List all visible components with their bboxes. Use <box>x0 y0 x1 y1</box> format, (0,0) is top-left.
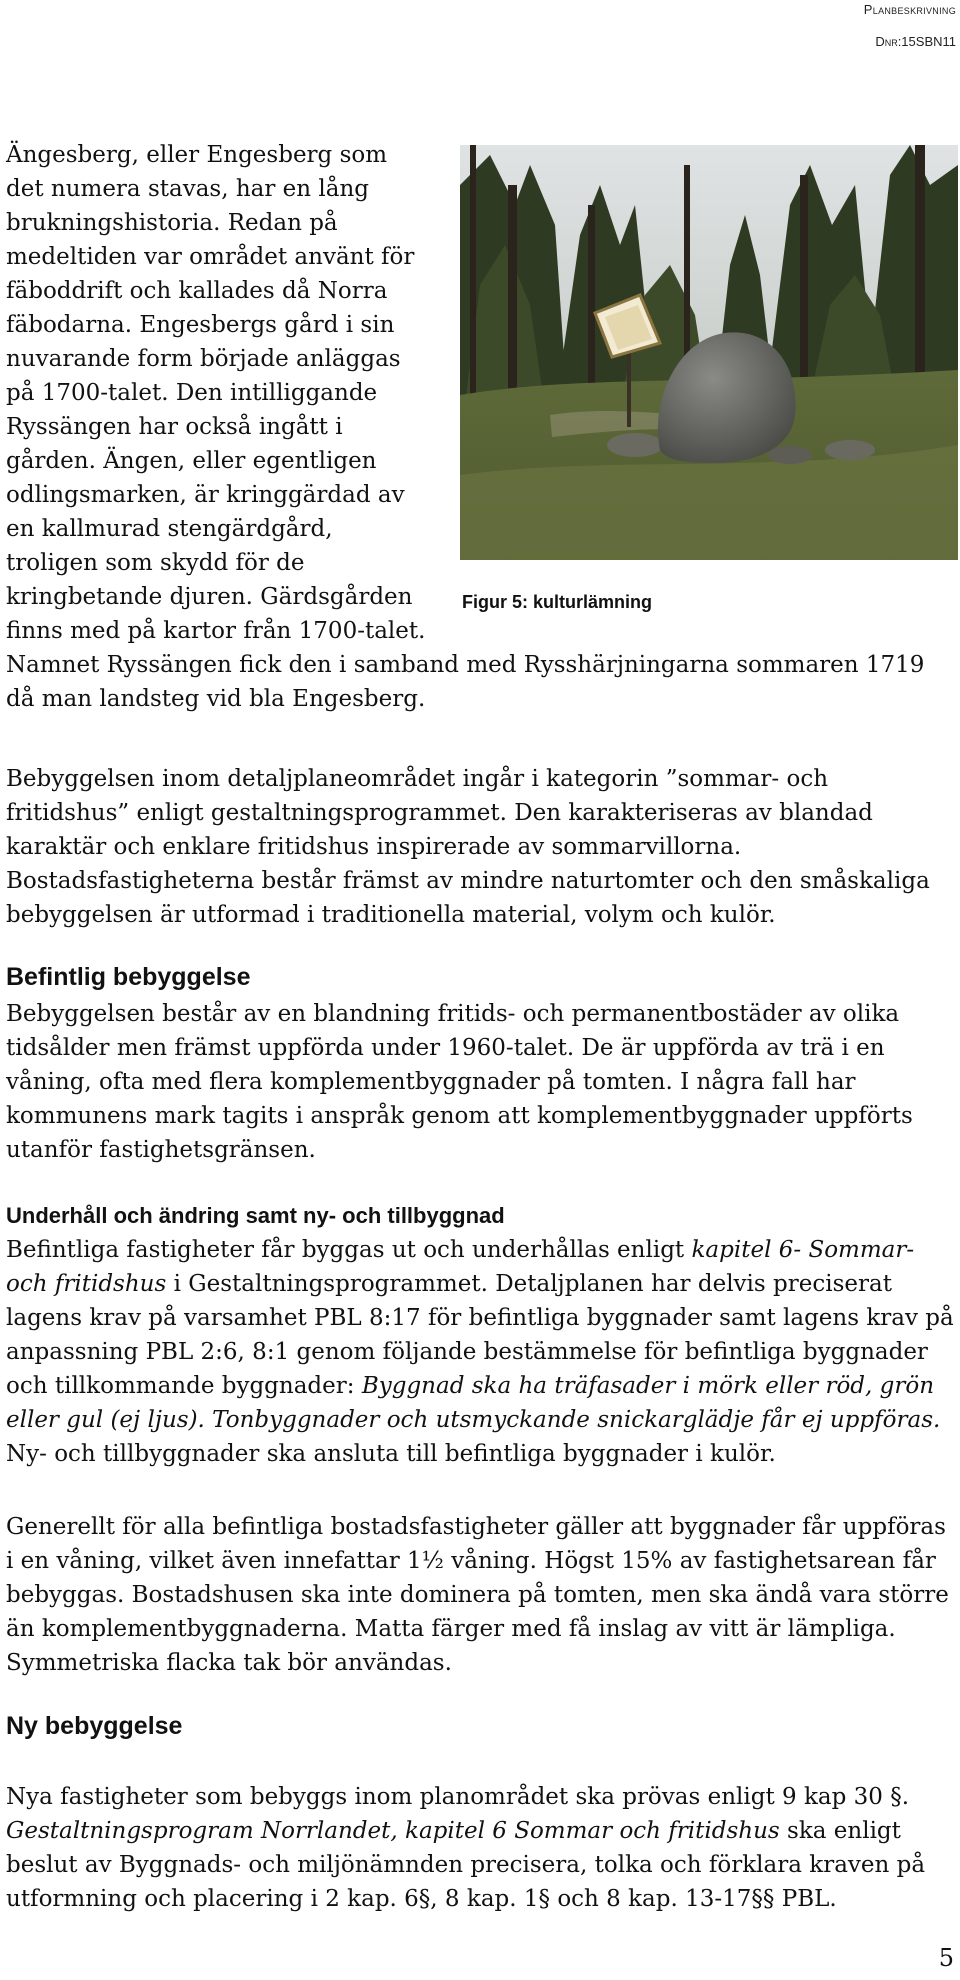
underhall-text-e: Ny- och tillbyggnader ska ansluta till befintliga byggnader i kulör. <box>6 1441 776 1467</box>
category-text: Bebyggelsen inom detaljplaneområdet ingår i kategorin ”sommar- och fritidshus” enligt gestaltningsprogrammet. Den karakteriseras av blandad karaktär och enklare fritidshus inspirerade av sommarvillorna. Bostadsfastigheterna består främst av mindre naturtomter och den småskaliga bebyggelsen är utformad i traditionella material, volym och kulör. <box>6 766 930 928</box>
ny-text-c: ska enligt beslut av Byggnads- och miljönämnden precisera, tolka och förklara kraven på utformning och placering i 2 kap. 6§, 8 kap. 1§ och 8 kap. 13-17§§ PBL. <box>6 1818 926 1912</box>
underhall-text-a: Befintliga fastigheter får byggas ut och underhållas enligt <box>6 1237 692 1263</box>
intro-text: Ängesberg, eller Engesberg som det numera stavas, har en lång brukningshistoria. Redan på medeltiden var området använt för fäboddrift och kallades då Norra fäbodarna. Engesbergs gård i sin nuvarande form började anläggas på 1700-talet. Den intilliggande Ryssängen har också ingått i gården. Ängen, eller egentligen odlingsmarken, är kringgärdad av en kallmurad stengärdgård, troligen som skydd för de kringbetande djuren. Gärdsgården finns med på kartor från 1700-talet. Namnet Ryssängen fick den i samband med Rysshärjningarna sommaren 1719 då man landsteg vid bla Engesberg. <box>6 142 925 712</box>
underhall-paragraph <box>6 1233 956 1471</box>
generellt-text: Generellt för alla befintliga bostadsfastigheter gäller att byggnader får uppföras i en våning, vilket även innefattar 1½ våning. Högst 15% av fastighetsarean får bebyggas. Bostadshusen ska inte dominera på tomten, men ska ändå vara större än komplementbyggnaderna. Matta färger med få inslag av vitt är lämpliga. Symmetriska flacka tak bör användas. <box>6 1514 949 1676</box>
underhall-text-d: Byggnad ska ha träfasader i mörk eller röd, grön eller gul (ej ljus). Tonbyggnader och utsmyckande snickarglädje får ej uppföras. <box>6 1373 941 1433</box>
heading-underhall: Underhåll och ändring samt ny- och tillbyggnad <box>6 1203 505 1228</box>
ny-bebyggelse-paragraph <box>6 1780 956 1916</box>
heading-ny-bebyggelse: Ny bebyggelse <box>6 1712 183 1740</box>
befintlig-text: Bebyggelsen består av en blandning fritids- och permanentbostäder av olika tidsålder men främst uppförda under 1960-talet. De är uppförda av trä i en våning, ofta med flera komplementbyggnader på tomten. I några fall har kommunens mark tagits i anspråk genom att komplementbyggnader uppförts utanför fastighetsgränsen. <box>6 1001 913 1163</box>
document-type: Planbeskrivning <box>863 2 956 17</box>
generellt-paragraph <box>6 1510 956 1680</box>
ny-text-b: Gestaltningsprogram Norrlandet, kapitel 6 Sommar och fritidshus <box>6 1818 780 1844</box>
ny-bebyggelse-text <box>6 1780 956 1916</box>
category-paragraph <box>6 762 956 932</box>
underhall-text-b: kapitel 6- Sommar- och fritidshus <box>6 1237 915 1297</box>
heading-befintlig-bebyggelse: Befintlig bebyggelse <box>6 963 251 991</box>
ny-text-a: Nya fastigheter som bebyggs inom planområdet ska prövas enligt 9 kap 30 §. <box>6 1784 910 1810</box>
figure-caption: Figur 5: kulturlämning <box>462 592 653 612</box>
page-number: 5 <box>938 1944 954 1972</box>
underhall-text <box>6 1233 956 1471</box>
intro-paragraph <box>6 138 956 716</box>
underhall-text-c: i Gestaltningsprogrammet. Detaljplanen har delvis preciserat lagens krav på varsamhet PBL 8:17 för befintliga byggnader samt lagens krav på anpassning PBL 2:6, 8:1 genom följande bestämmelse för befintliga byggnader och tillkommande byggnader: <box>6 1271 954 1399</box>
document-number: Dnr:15SBN11 <box>875 34 956 49</box>
befintlig-paragraph <box>6 997 956 1167</box>
